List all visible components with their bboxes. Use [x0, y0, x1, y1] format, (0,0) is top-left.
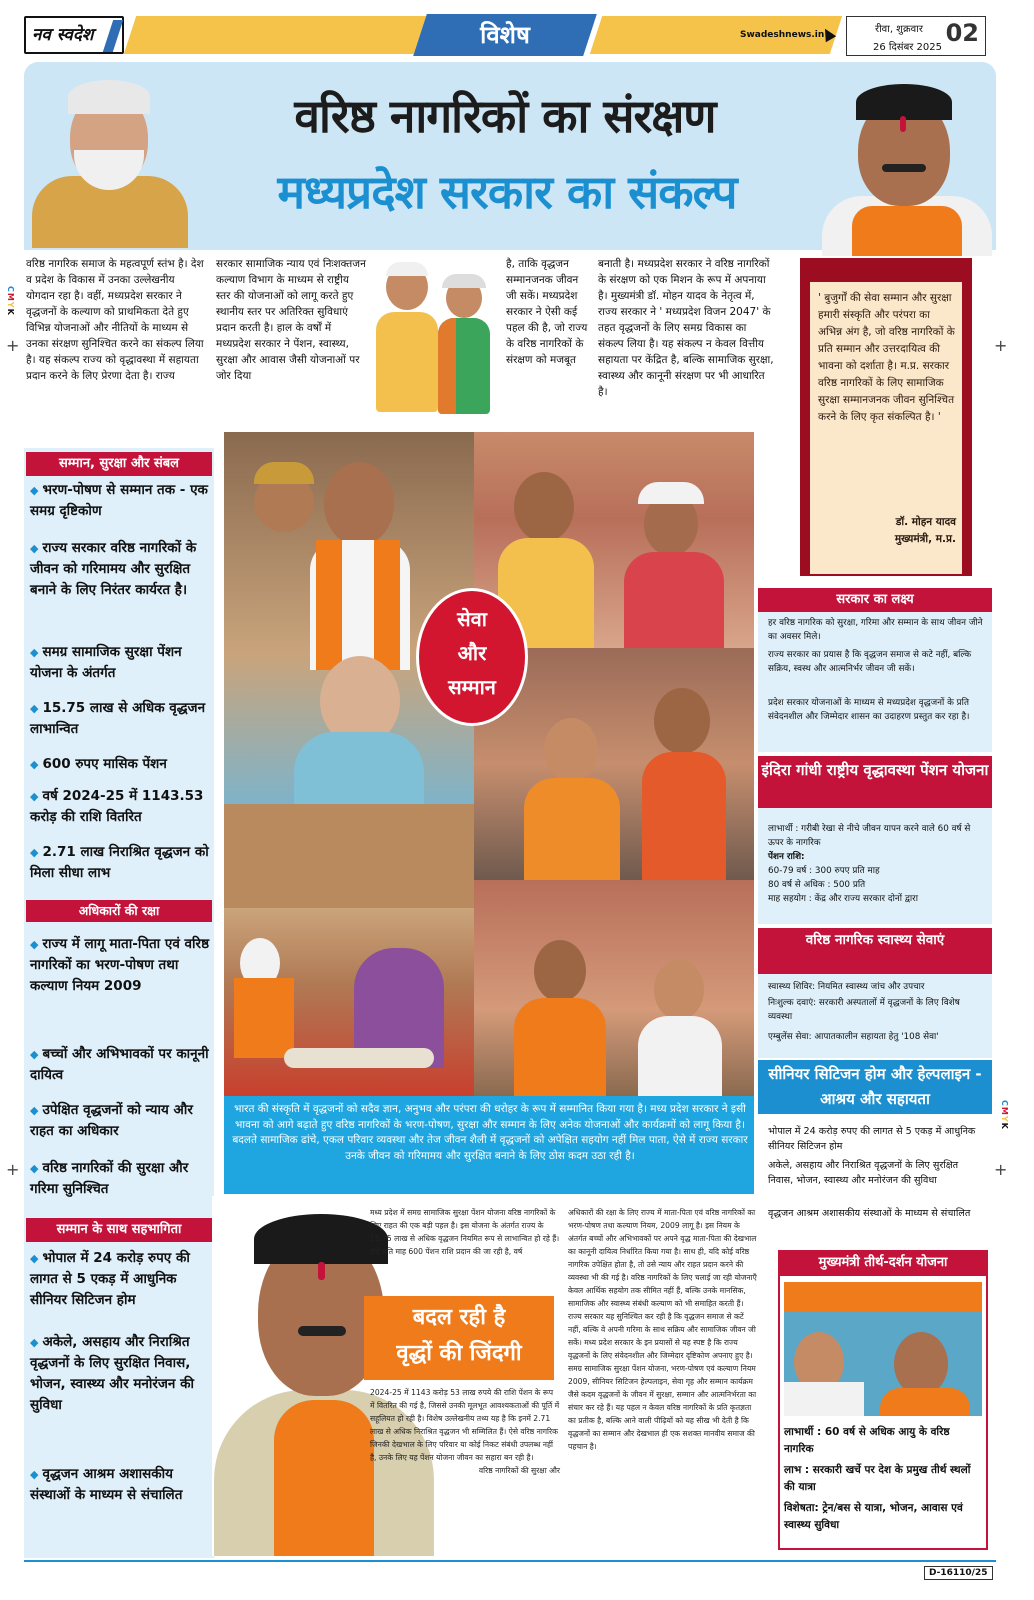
feature-body-2-text: 2024-25 में 1143 करोड़ 53 लाख रुपये की राशि पेंशन के रूप में वितरित की गई है, जिससे उनकी मूलभूत आवश्यकताओं की पूर्ति में सहूलियत हो रही है। विशेष उल्लेखनीय तथ्य यह है कि इनमें 2.71 लाख से अधिक निराश्रित वृद्धजन भी सम्मिलित हैं। ऐसे वरिष्ठ नागरिक जिनकी देखभाल के लिए परिवार या कोई निकट संबंधी उपलब्ध नहीं है, उनके लिए यह पेंशन योजना जीवन का सहारा बन रही है। [370, 1388, 560, 1462]
issue-date: 26 दिसंबर 2025 [873, 42, 942, 53]
box2-item: ◆ बच्चों और अभिभावकों पर कानूनी दायित्व [30, 1044, 210, 1086]
health-line: स्वास्थ्य शिविर: नियमित स्वास्थ्य जांच और उपचार [768, 982, 925, 992]
headline-line-2: मध्यप्रदेश सरकार का संकल्प [277, 165, 737, 219]
pension-line: लाभार्थी : गरीबी रेखा से नीचे जीवन यापन करने वाले 60 वर्ष से ऊपर के नागरिक [768, 824, 971, 848]
pension-title: इंदिरा गांधी राष्ट्रीय वृद्धावस्था पेंशन योजना [758, 756, 992, 808]
feature-body-1: मध्य प्रदेश में समग्र सामाजिक सुरक्षा पेंशन योजना वरिष्ठ नागरिकों के लिए राहत की एक बड़ी पहल है। इस योजना के अंतर्गत राज्य के 15.75 लाख से अधिक वृद्धजन नियमित रूप से लाभान्वित हो रहे हैं। इन्हें प्रति माह 600 पेंशन राशि प्रदान की जा रही है, वर्ष [370, 1208, 560, 1256]
quote-author [818, 514, 956, 548]
intro-col-4: बनाती है। मध्यप्रदेश सरकार ने वरिष्ठ नागरिकों के संरक्षण को एक मिशन के रूप में अपनाया है। मुख्यमंत्री डॉ. मोहन यादव के नेतृत्व में, राज्य सरकार ने ' मध्यप्रदेश विजन 2047' के तहत वृद्धजनों के लिए समग्र विकास का संकल्प लिया है। यह संकल्प न केवल वित्तीय सहायता पर केंद्रित है, बल्कि सामाजिक सुरक्षा, स्वास्थ्य और कानूनी संरक्षण पर भी आधारित है। [598, 258, 774, 398]
feature-title-line-2: वृद्धों की जिंदगी [396, 1341, 522, 1366]
box1-item: ◆ वर्ष 2024-25 में 1143.53 करोड़ की राशि वितरित [30, 786, 210, 828]
intro-col-2: सरकार सामाजिक न्याय एवं निःशक्तजन कल्याण विभाग के माध्यम से राष्ट्रीय स्तर की योजनाओं को लागू करते हुए स्थानीय स्तर पर अतिरिक्त सुविधाएं प्रदान करती है। हाल के वर्षों में मध्यप्रदेश सरकार ने पेंशन, स्वास्थ्य, सुरक्षा और आवास जैसी योजनाओं पर जोर दिया [216, 258, 366, 382]
ad-code: D-16110/25 [924, 1566, 993, 1580]
brand-slash-icon [103, 20, 123, 52]
masthead-strip-left [124, 16, 426, 54]
box3-item: ◆ अकेले, असहाय और निराश्रित वृद्धजनों के लिए सुरक्षित निवास, भोजन, स्वास्थ्य और मनोरंजन की सुविधा [30, 1332, 210, 1416]
goal-item: प्रदेश सरकार योजनाओं के माध्यम से मध्यप्रदेश वृद्धजनों के प्रति संवेदनशील और जिम्मेदार शासन का उदाहरण प्रस्तुत कर रहा है। [768, 698, 970, 722]
health-line: निःशुल्क दवाएं: सरकारी अस्पतालों में वृद्धजनों के लिए विशेष व्यवस्था [768, 998, 960, 1022]
registration-mark-icon: + [994, 336, 1008, 355]
badge-line-2: और [457, 641, 487, 665]
cm-portrait [812, 66, 996, 256]
badge-line-1: सेवा [457, 607, 487, 631]
quote-text: ' बुजुर्गों की सेवा सम्मान और सुरक्षा हमारी संस्कृति और परंपरा का अभिन्न अंग है, जो वरिष्ठ नागरिकों के प्रति सम्मान और उत्तरदायित्व की भावना को दर्शाता है। म.प्र. सरकार वरिष्ठ नागरिकों के लिए सामाजिक सुरक्षा सम्मानजनक जीवन सुनिश्चित करने के लिए कृत संकल्पित है। ' [818, 292, 955, 423]
dateline [846, 16, 986, 56]
box1-item: ◆ समग्र सामाजिक सुरक्षा पेंशन योजना के अंतर्गत [30, 642, 210, 684]
box3-title: सम्मान के साथ सहभागिता [26, 1218, 212, 1242]
page-number: 02 [945, 19, 979, 47]
quote-author-designation: मुख्यमंत्री, म.प्र. [894, 533, 956, 545]
box2-item: ◆ उपेक्षित वृद्धजनों को न्याय और राहत का अधिकार [30, 1100, 210, 1142]
pension-line: पेंशन राशि: [768, 852, 805, 862]
place-day: रीवा, शुक्रवार [875, 24, 923, 35]
box2-item: ◆ वरिष्ठ नागरिकों की सुरक्षा और गरिमा सुनिश्चित [30, 1158, 210, 1200]
box2-item: ◆ राज्य में लागू माता-पिता एवं वरिष्ठ नागरिकों का भरण-पोषण तथा कल्याण नियम 2009 [30, 934, 210, 997]
intro-col-1: वरिष्ठ नागरिक समाज के महत्वपूर्ण स्तंभ है। देश व प्रदेश के विकास में उनका उल्लेखनीय योगदान रहा है। वहीं, मध्यप्रदेश सरकार ने वृद्धजनों के कल्याण को प्राथमिकता देते हुए विभिन्न योजनाओं और नीतियों के माध्यम से उनका संरक्षण सुनिश्चित करने का संकल्प लिया है। यह संकल्प राज्य को वृद्धावस्था में सहायता प्रदान करने के लिए प्रेरणा देता है। राज्य [26, 258, 204, 382]
goal-item: हर वरिष्ठ नागरिक को सुरक्षा, गरिमा और सम्मान के साथ जीवन जीने का अवसर मिले। [768, 618, 983, 642]
tirth-benefit: लाभ : सरकारी खर्चे पर देश के प्रमुख तीर्थ स्थलों की यात्रा [784, 1464, 971, 1493]
summary-band-text: भारत की संस्कृति में वृद्धजनों को सदैव ज्ञान, अनुभव और परंपरा की धरोहर के रूप में सम्मानित किया गया है। मध्य प्रदेश सरकार ने इसी भावना को आगे बढ़ाते हुए वरिष्ठ नागरिकों के भरण-पोषण, सुरक्षा और सम्मान के लिए अनेक योजनाओं और कार्यक्रमों को लागू किया है। बदलते सामाजिक ढांचे, एकल परिवार व्यवस्था और तेज जीवन शैली में वृद्धजनों को अपेक्षित सहयोग नहीं मिल पाता, ऐसे में राज्य सरकार उनके जीवन को गरिमामय और सुरक्षित बनाने के लिए ठोस कदम उठा रही है। [232, 1103, 748, 1162]
box3-item: ◆ वृद्धजन आश्रम अशासकीय संस्थाओं के माध्यम से संचालित [30, 1464, 210, 1506]
pension-line: 60-79 वर्ष : 300 रुपए प्रति माह [768, 866, 880, 876]
pension-line: 80 वर्ष से अधिक : 500 प्रति [768, 880, 866, 890]
registration-mark-icon: + [6, 1160, 20, 1179]
box2-title: अधिकारों की रक्षा [26, 900, 212, 922]
home-item: वृद्धजन आश्रम अशासकीय संस्थाओं के माध्यम से संचालित [768, 1208, 971, 1219]
photo-feet-washing-ceremony [224, 908, 474, 1096]
tirth-photo [784, 1282, 982, 1416]
feature-title-line-1: बदल रही है [412, 1305, 506, 1330]
headline-line-1: वरिष्ठ नागरिकों का संरक्षण [294, 89, 716, 143]
quote-author-name: डॉ. मोहन यादव [895, 516, 956, 528]
pension-line: माह सहयोग : केंद्र और राज्य सरकार दोनों द्वारा [768, 894, 919, 904]
home-item: भोपाल में 24 करोड़ रुपए की लागत से 5 एकड़ में आधुनिक सीनियर सिटिजन होम [768, 1126, 976, 1152]
box1-item: ◆ 600 रुपए मासिक पेंशन [30, 754, 210, 775]
photo-cm-meeting-elders [474, 880, 754, 1096]
bottom-rule [24, 1560, 996, 1562]
pm-portrait [24, 66, 192, 248]
seva-samman-text [416, 600, 528, 706]
tirth-features: विशेषता: ट्रेन/बस से यात्रा, भोजन, आवास एवं स्वास्थ्य सुविधा [784, 1502, 963, 1531]
brand-name: नव स्वदेश [32, 25, 94, 45]
tirth-title: मुख्यमंत्री तीर्थ-दर्शन योजना [778, 1250, 988, 1276]
goal-title: सरकार का लक्ष्य [758, 588, 992, 612]
health-line: एम्बुलेंस सेवा: आपातकालीन सहायता हेतु '108 सेवा' [768, 1032, 939, 1042]
health-title: वरिष्ठ नागरिक स्वास्थ्य सेवाएं [758, 928, 992, 974]
seal-icon: CMYK [1000, 1100, 1009, 1130]
goal-item: राज्य सरकार का प्रयास है कि वृद्धजन समाज से कटे नहीं, बल्कि सक्रिय, स्वस्थ और आत्मनिर्भर जीवन जी सकें। [768, 650, 972, 674]
box1-item: ◆ 2.71 लाख निराश्रित वृद्धजन को मिला सीधा लाभ [30, 842, 210, 884]
home-item: अकेले, असहाय और निराश्रित वृद्धजनों के लिए सुरक्षित निवास, भोजन, स्वास्थ्य और मनोरंजन की सुविधा [768, 1160, 959, 1186]
box3-item: ◆ भोपाल में 24 करोड़ रुपए की लागत से 5 एकड़ में आधुनिक सीनियर सिटिजन होम [30, 1248, 210, 1311]
feature-body-2-end: वरिष्ठ नागरिकों की सुरक्षा और [478, 1466, 560, 1475]
feature-body-2 [370, 1386, 560, 1477]
box1-item: ◆ भरण-पोषण से सम्मान तक - एक समग्र दृष्टिकोण [30, 480, 210, 522]
elderly-couple-illustration [372, 258, 500, 418]
registration-mark-icon: + [6, 336, 20, 355]
box1-item: ◆ 15.75 लाख से अधिक वृद्धजन लाभान्वित [30, 698, 210, 740]
badge-line-3: सम्मान [448, 675, 496, 699]
photo-collage [224, 432, 754, 1096]
registration-mark-icon: + [994, 1160, 1008, 1179]
feature-title [364, 1300, 554, 1372]
section-tab[interactable]: विशेष [480, 21, 530, 49]
home-title: सीनियर सिटिजन होम और हेल्पलाइन - आश्रय और सहायता [758, 1060, 992, 1114]
box1-item: ◆ राज्य सरकार वरिष्ठ नागरिकों के जीवन को गरिमामय और सुरक्षित बनाने के लिए निरंतर कार्यरत है। [30, 538, 210, 601]
box1-title: सम्मान, सुरक्षा और संबल [26, 452, 212, 476]
tirth-beneficiary: लाभार्थी : 60 वर्ष से अधिक आयु के वरिष्ठ नागरिक [784, 1426, 950, 1455]
feature-body-3: अधिकारों की रक्षा के लिए राज्य में माता-पिता एवं वरिष्ठ नागरिकों का भरण-पोषण तथा कल्याण नियम, 2009 लागू है। इस नियम के अंतर्गत बच्चों और अभिभावकों पर अपने वृद्ध माता-पिता की देखभाल का कानूनी दायित्व निर्धारित किया गया है। साथ ही, यदि कोई वरिष्ठ नागरिक उपेक्षित होता है, तो उसे न्याय और राहत प्रदान करने की व्यवस्था भी की गई है। वरिष्ठ नागरिकों के लिए चलाई जा रही योजनाएँ केवल आर्थिक सहयोग तक सीमित नहीं हैं, बल्कि उनके मानसिक, सामाजिक और स्वास्थ्य संबंधी कल्याण को भी समाहित करती हैं। राज्य सरकार यह सुनिश्चित कर रही है कि वृद्धजन समाज से कटें नहीं, बल्कि वे अपनी गरिमा के साथ सक्रिय और सामाजिक जीवन जी सकें। मध्य प्रदेश सरकार के इन प्रयासों से यह स्पष्ट है कि राज्य वृद्धजनों के लिए संवेदनशील और जिम्मेदार दृष्टिकोण अपनाए हुए है। समग्र सामाजिक सुरक्षा पेंशन योजना, भरण-पोषण एवं कल्याण नियम 2009, सीनियर सिटिजन हेल्पलाइन, सेवा गृह और सम्मान कार्यक्रम जैसे कदम वृद्धजनों के जीवन में सुरक्षा, सम्मान और आत्मनिर्भरता का संचार कर रहे हैं। यह पहल न केवल वरिष्ठ नागरिकों के प्रति कृतज्ञता का प्रतीक है, बल्कि आने वाली पीढ़ियों को यह सीख भी देती है कि वृद्धजनों का सम्मान और देखभाल ही एक सशक्त मानवीय समाज की पहचान है। [568, 1208, 757, 1451]
seal-icon: CMYK [6, 286, 15, 316]
brand-logo[interactable] [24, 16, 124, 54]
website-link[interactable]: Swadeshnews.in [740, 30, 825, 40]
intro-col-3: है, ताकि वृद्धजन सम्मानजनक जीवन जी सकें। मध्यप्रदेश सरकार ने ऐसी कई पहल की है, जो राज्य के वरिष्ठ नागरिकों के संरक्षण को मजबूत [506, 258, 588, 366]
